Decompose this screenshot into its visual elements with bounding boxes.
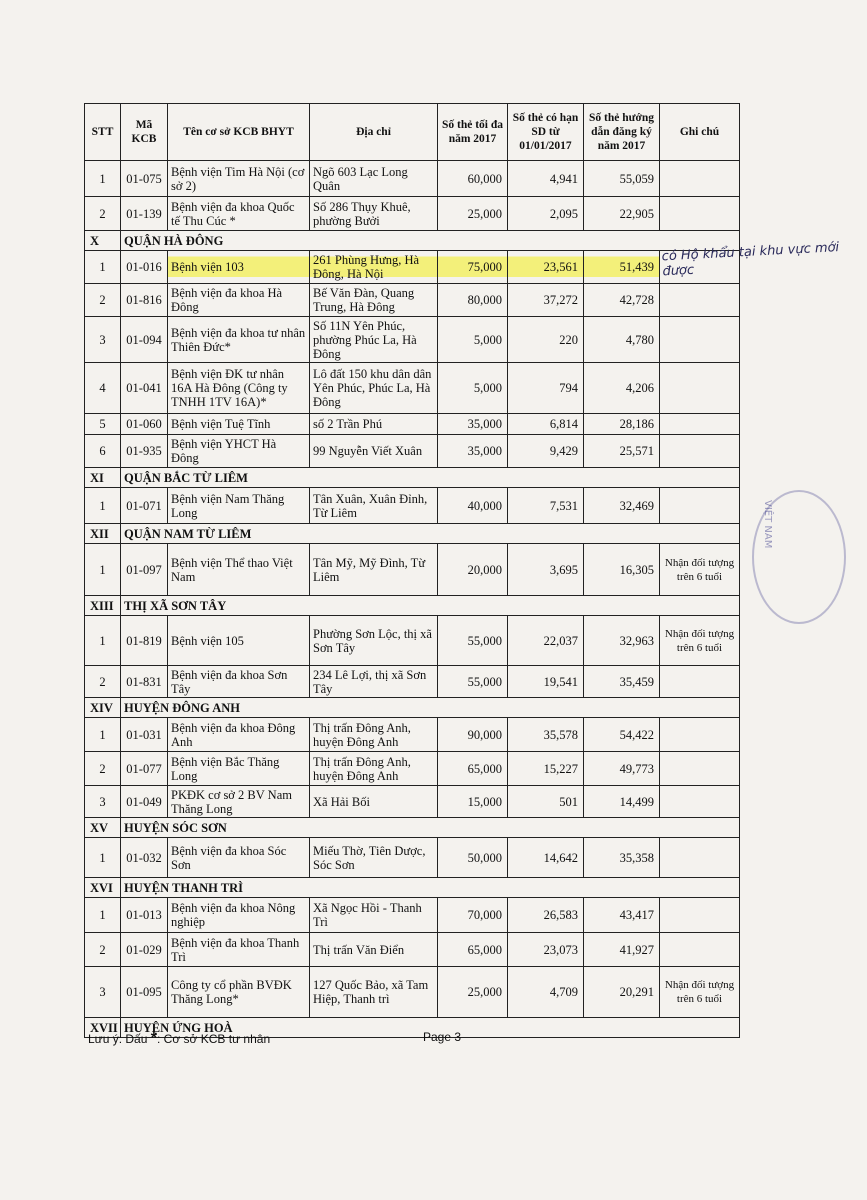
cell-stt: 2 xyxy=(85,933,121,967)
table-row xyxy=(85,666,740,698)
cell-ten-co-so: Bệnh viện YHCT Hà Đông xyxy=(168,435,310,468)
cell-ten-co-so: Bệnh viện đa khoa Hà Đông xyxy=(168,284,310,317)
cell-so-the-con-han: 37,272 xyxy=(508,284,584,317)
cell-so-the-toi-da: 50,000 xyxy=(438,838,508,878)
cell-so-the-huong-dan: 32,963 xyxy=(584,616,660,666)
cell-so-the-huong-dan: 54,422 xyxy=(584,718,660,752)
cell-stt: 1 xyxy=(85,161,121,197)
cell-so-the-huong-dan: 4,780 xyxy=(584,317,660,363)
table-row xyxy=(85,414,740,435)
cell-ten-co-so: Bệnh viện Tim Hà Nội (cơ sở 2) xyxy=(168,161,310,197)
cell-so-the-con-han: 15,227 xyxy=(508,752,584,786)
cell-so-the-huong-dan: 25,571 xyxy=(584,435,660,468)
cell-so-the-huong-dan: 55,059 xyxy=(584,161,660,197)
cell-ma-kcb: 01-831 xyxy=(121,666,168,698)
cell-so-the-con-han: 794 xyxy=(508,363,584,414)
section-title: HUYỆN SÓC SƠN xyxy=(121,818,740,838)
table-body xyxy=(85,161,740,1038)
cell-stt: 3 xyxy=(85,786,121,818)
cell-so-the-con-han: 19,541 xyxy=(508,666,584,698)
cell-so-the-toi-da: 25,000 xyxy=(438,197,508,231)
cell-so-the-toi-da: 5,000 xyxy=(438,317,508,363)
header-so-the-toi-da: Số thẻ tối đa năm 2017 xyxy=(438,104,508,161)
table-header-row xyxy=(85,104,740,161)
cell-stt: 3 xyxy=(85,317,121,363)
cell-ma-kcb: 01-077 xyxy=(121,752,168,786)
cell-ghi-chu xyxy=(660,197,740,231)
cell-ten-co-so: PKĐK cơ sở 2 BV Nam Thăng Long xyxy=(168,786,310,818)
section-title: QUẬN BẮC TỪ LIÊM xyxy=(121,468,740,488)
cell-ten-co-so: Bệnh viện 103 xyxy=(168,251,310,284)
table-row xyxy=(85,752,740,786)
cell-ten-co-so: Bệnh viện đa khoa tư nhân Thiên Đức* xyxy=(168,317,310,363)
cell-ghi-chu xyxy=(660,284,740,317)
section-title: THỊ XÃ SƠN TÂY xyxy=(121,596,740,616)
section-number: XIV xyxy=(85,698,121,718)
stamp-text: VIỆT NAM xyxy=(762,500,773,549)
cell-stt: 1 xyxy=(85,251,121,284)
footnote-suffix: : Cơ sở KCB tư nhân xyxy=(156,1032,271,1046)
table-row xyxy=(85,251,740,284)
cell-stt: 1 xyxy=(85,616,121,666)
cell-ghi-chu xyxy=(660,898,740,933)
section-number: XV xyxy=(85,818,121,838)
cell-ghi-chu: Nhận đối tượng trên 6 tuổi xyxy=(660,544,740,596)
cell-so-the-con-han: 3,695 xyxy=(508,544,584,596)
cell-so-the-con-han: 6,814 xyxy=(508,414,584,435)
cell-so-the-con-han: 26,583 xyxy=(508,898,584,933)
cell-ghi-chu xyxy=(660,666,740,698)
cell-ghi-chu xyxy=(660,488,740,524)
cell-ten-co-so: Bệnh viện Thể thao Việt Nam xyxy=(168,544,310,596)
section-number: XVI xyxy=(85,878,121,898)
cell-so-the-con-han: 23,561 xyxy=(508,251,584,284)
cell-ma-kcb: 01-013 xyxy=(121,898,168,933)
cell-so-the-huong-dan: 32,469 xyxy=(584,488,660,524)
cell-dia-chi: số 2 Trần Phú xyxy=(310,414,438,435)
cell-so-the-toi-da: 35,000 xyxy=(438,435,508,468)
cell-ten-co-so: Bệnh viện Tuệ Tĩnh xyxy=(168,414,310,435)
cell-so-the-huong-dan: 35,459 xyxy=(584,666,660,698)
cell-so-the-con-han: 9,429 xyxy=(508,435,584,468)
cell-ten-co-so: Bệnh viện đa khoa Nông nghiệp xyxy=(168,898,310,933)
hospital-table xyxy=(84,103,740,1038)
cell-dia-chi: Miếu Thờ, Tiên Dược, Sóc Sơn xyxy=(310,838,438,878)
table-row xyxy=(85,435,740,468)
hospital-table-container xyxy=(84,103,739,1038)
cell-ten-co-so: Bệnh viện đa khoa Thanh Trì xyxy=(168,933,310,967)
cell-ma-kcb: 01-094 xyxy=(121,317,168,363)
header-ma-kcb: Mã KCB xyxy=(121,104,168,161)
cell-so-the-con-han: 220 xyxy=(508,317,584,363)
section-title: QUẬN NAM TỪ LIÊM xyxy=(121,524,740,544)
cell-ma-kcb: 01-935 xyxy=(121,435,168,468)
cell-stt: 3 xyxy=(85,967,121,1018)
header-ten-co-so: Tên cơ sở KCB BHYT xyxy=(168,104,310,161)
cell-so-the-con-han: 22,037 xyxy=(508,616,584,666)
section-row xyxy=(85,878,740,898)
cell-stt: 1 xyxy=(85,718,121,752)
header-stt: STT xyxy=(85,104,121,161)
cell-ma-kcb: 01-016 xyxy=(121,251,168,284)
cell-dia-chi: Thị trấn Đông Anh, huyện Đông Anh xyxy=(310,752,438,786)
cell-ten-co-so: Bệnh viện ĐK tư nhân 16A Hà Đông (Công ty TNHH 1TV 16A)* xyxy=(168,363,310,414)
section-row xyxy=(85,468,740,488)
cell-so-the-huong-dan: 4,206 xyxy=(584,363,660,414)
cell-so-the-huong-dan: 42,728 xyxy=(584,284,660,317)
section-title: QUẬN HÀ ĐÔNG xyxy=(121,231,740,251)
cell-so-the-toi-da: 75,000 xyxy=(438,251,508,284)
footnote-star: * xyxy=(150,1030,157,1047)
header-so-the-con-han: Số thẻ có hạn SD từ 01/01/2017 xyxy=(508,104,584,161)
cell-dia-chi: Số 11N Yên Phúc, phường Phúc La, Hà Đông xyxy=(310,317,438,363)
cell-so-the-con-han: 35,578 xyxy=(508,718,584,752)
cell-so-the-con-han: 4,941 xyxy=(508,161,584,197)
table-row xyxy=(85,317,740,363)
header-so-the-huong-dan: Số thẻ hướng dẫn đăng ký năm 2017 xyxy=(584,104,660,161)
cell-so-the-con-han: 14,642 xyxy=(508,838,584,878)
cell-ghi-chu xyxy=(660,752,740,786)
cell-so-the-con-han: 501 xyxy=(508,786,584,818)
page-number: Page 3 xyxy=(423,1030,462,1044)
section-row xyxy=(85,818,740,838)
cell-so-the-toi-da: 55,000 xyxy=(438,616,508,666)
section-title: HUYỆN ỨNG HOÀ xyxy=(121,1018,740,1038)
cell-stt: 6 xyxy=(85,435,121,468)
cell-so-the-toi-da: 65,000 xyxy=(438,752,508,786)
cell-ma-kcb: 01-031 xyxy=(121,718,168,752)
cell-ghi-chu xyxy=(660,161,740,197)
cell-stt: 4 xyxy=(85,363,121,414)
section-number: XII xyxy=(85,524,121,544)
header-ghi-chu: Ghi chú xyxy=(660,104,740,161)
cell-ma-kcb: 01-816 xyxy=(121,284,168,317)
cell-ten-co-so: Bệnh viện đa khoa Sóc Sơn xyxy=(168,838,310,878)
section-row xyxy=(85,698,740,718)
cell-so-the-huong-dan: 43,417 xyxy=(584,898,660,933)
handwritten-note: có Hộ khẩu tại khu vực mới được xyxy=(661,240,840,280)
cell-so-the-huong-dan: 14,499 xyxy=(584,786,660,818)
cell-ma-kcb: 01-049 xyxy=(121,786,168,818)
cell-dia-chi: Thị trấn Đông Anh, huyện Đông Anh xyxy=(310,718,438,752)
cell-stt: 2 xyxy=(85,752,121,786)
cell-stt: 5 xyxy=(85,414,121,435)
cell-ma-kcb: 01-029 xyxy=(121,933,168,967)
cell-ten-co-so: Bệnh viện 105 xyxy=(168,616,310,666)
cell-so-the-con-han: 23,073 xyxy=(508,933,584,967)
cell-so-the-huong-dan: 16,305 xyxy=(584,544,660,596)
cell-dia-chi: 127 Quốc Bảo, xã Tam Hiệp, Thanh trì xyxy=(310,967,438,1018)
cell-dia-chi: Tân Mỹ, Mỹ Đình, Từ Liêm xyxy=(310,544,438,596)
cell-ghi-chu xyxy=(660,786,740,818)
cell-dia-chi: Lô đất 150 khu dân dân Yên Phúc, Phúc La, Hà Đông xyxy=(310,363,438,414)
table-row xyxy=(85,544,740,596)
table-row xyxy=(85,838,740,878)
cell-dia-chi: 234 Lê Lợi, thị xã Sơn Tây xyxy=(310,666,438,698)
section-title: HUYỆN ĐÔNG ANH xyxy=(121,698,740,718)
table-row xyxy=(85,161,740,197)
cell-so-the-toi-da: 90,000 xyxy=(438,718,508,752)
footnote xyxy=(88,1030,270,1048)
cell-dia-chi: Xã Hải Bối xyxy=(310,786,438,818)
cell-ghi-chu xyxy=(660,718,740,752)
section-row xyxy=(85,231,740,251)
cell-ghi-chu: Nhận đối tượng trên 6 tuổi xyxy=(660,616,740,666)
cell-stt: 1 xyxy=(85,838,121,878)
table-row xyxy=(85,967,740,1018)
cell-ghi-chu xyxy=(660,363,740,414)
cell-so-the-toi-da: 15,000 xyxy=(438,786,508,818)
footnote-prefix: Lưu ý: Dấu xyxy=(88,1032,148,1046)
cell-ten-co-so: Bệnh viện đa khoa Sơn Tây xyxy=(168,666,310,698)
cell-ghi-chu xyxy=(660,414,740,435)
table-row xyxy=(85,197,740,231)
section-number: XIII xyxy=(85,596,121,616)
cell-ghi-chu: Nhận đối tượng trên 6 tuổi xyxy=(660,967,740,1018)
cell-so-the-huong-dan: 41,927 xyxy=(584,933,660,967)
cell-so-the-con-han: 2,095 xyxy=(508,197,584,231)
table-row xyxy=(85,488,740,524)
header-dia-chi: Địa chỉ xyxy=(310,104,438,161)
table-row xyxy=(85,718,740,752)
cell-dia-chi: Thị trấn Văn Điển xyxy=(310,933,438,967)
cell-so-the-toi-da: 25,000 xyxy=(438,967,508,1018)
cell-stt: 2 xyxy=(85,197,121,231)
cell-ma-kcb: 01-819 xyxy=(121,616,168,666)
cell-ten-co-so: Bệnh viện Bắc Thăng Long xyxy=(168,752,310,786)
section-number: X xyxy=(85,231,121,251)
section-title: HUYỆN THANH TRÌ xyxy=(121,878,740,898)
cell-so-the-toi-da: 40,000 xyxy=(438,488,508,524)
cell-so-the-toi-da: 5,000 xyxy=(438,363,508,414)
cell-ten-co-so: Bệnh viện đa khoa Đông Anh xyxy=(168,718,310,752)
cell-so-the-con-han: 4,709 xyxy=(508,967,584,1018)
cell-so-the-huong-dan: 28,186 xyxy=(584,414,660,435)
cell-so-the-toi-da: 65,000 xyxy=(438,933,508,967)
cell-ma-kcb: 01-095 xyxy=(121,967,168,1018)
cell-so-the-con-han: 7,531 xyxy=(508,488,584,524)
cell-so-the-huong-dan: 20,291 xyxy=(584,967,660,1018)
cell-dia-chi: Bế Văn Đàn, Quang Trung, Hà Đông xyxy=(310,284,438,317)
cell-stt: 2 xyxy=(85,284,121,317)
cell-so-the-huong-dan: 51,439 xyxy=(584,251,660,284)
cell-so-the-huong-dan: 22,905 xyxy=(584,197,660,231)
cell-stt: 1 xyxy=(85,898,121,933)
cell-dia-chi: 261 Phùng Hưng, Hà Đông, Hà Nội xyxy=(310,251,438,284)
cell-ma-kcb: 01-075 xyxy=(121,161,168,197)
table-row xyxy=(85,284,740,317)
section-number: XI xyxy=(85,468,121,488)
cell-ma-kcb: 01-071 xyxy=(121,488,168,524)
cell-so-the-toi-da: 20,000 xyxy=(438,544,508,596)
cell-dia-chi: Phường Sơn Lộc, thị xã Sơn Tây xyxy=(310,616,438,666)
cell-so-the-toi-da: 70,000 xyxy=(438,898,508,933)
cell-so-the-huong-dan: 49,773 xyxy=(584,752,660,786)
cell-dia-chi: Tân Xuân, Xuân Đỉnh, Từ Liêm xyxy=(310,488,438,524)
table-row xyxy=(85,363,740,414)
cell-so-the-toi-da: 80,000 xyxy=(438,284,508,317)
table-row xyxy=(85,616,740,666)
cell-so-the-huong-dan: 35,358 xyxy=(584,838,660,878)
cell-ma-kcb: 01-060 xyxy=(121,414,168,435)
cell-ghi-chu xyxy=(660,435,740,468)
cell-dia-chi: Số 286 Thụy Khuê, phường Bưởi xyxy=(310,197,438,231)
cell-so-the-toi-da: 55,000 xyxy=(438,666,508,698)
cell-ghi-chu xyxy=(660,317,740,363)
cell-so-the-toi-da: 35,000 xyxy=(438,414,508,435)
cell-ten-co-so: Bệnh viện Nam Thăng Long xyxy=(168,488,310,524)
section-number: XVII xyxy=(85,1018,121,1038)
cell-ma-kcb: 01-139 xyxy=(121,197,168,231)
cell-ten-co-so: Công ty cổ phần BVĐK Thăng Long* xyxy=(168,967,310,1018)
table-row xyxy=(85,898,740,933)
section-row xyxy=(85,596,740,616)
cell-ma-kcb: 01-041 xyxy=(121,363,168,414)
cell-stt: 1 xyxy=(85,488,121,524)
cell-ghi-chu xyxy=(660,933,740,967)
cell-so-the-toi-da: 60,000 xyxy=(438,161,508,197)
table-row xyxy=(85,786,740,818)
cell-ghi-chu xyxy=(660,838,740,878)
cell-dia-chi: Xã Ngọc Hồi - Thanh Trì xyxy=(310,898,438,933)
cell-dia-chi: Ngõ 603 Lạc Long Quân xyxy=(310,161,438,197)
table-row xyxy=(85,933,740,967)
cell-ma-kcb: 01-097 xyxy=(121,544,168,596)
cell-ma-kcb: 01-032 xyxy=(121,838,168,878)
cell-ten-co-so: Bệnh viện đa khoa Quốc tế Thu Cúc * xyxy=(168,197,310,231)
cell-dia-chi: 99 Nguyễn Viết Xuân xyxy=(310,435,438,468)
cell-stt: 1 xyxy=(85,544,121,596)
section-row xyxy=(85,524,740,544)
cell-stt: 2 xyxy=(85,666,121,698)
